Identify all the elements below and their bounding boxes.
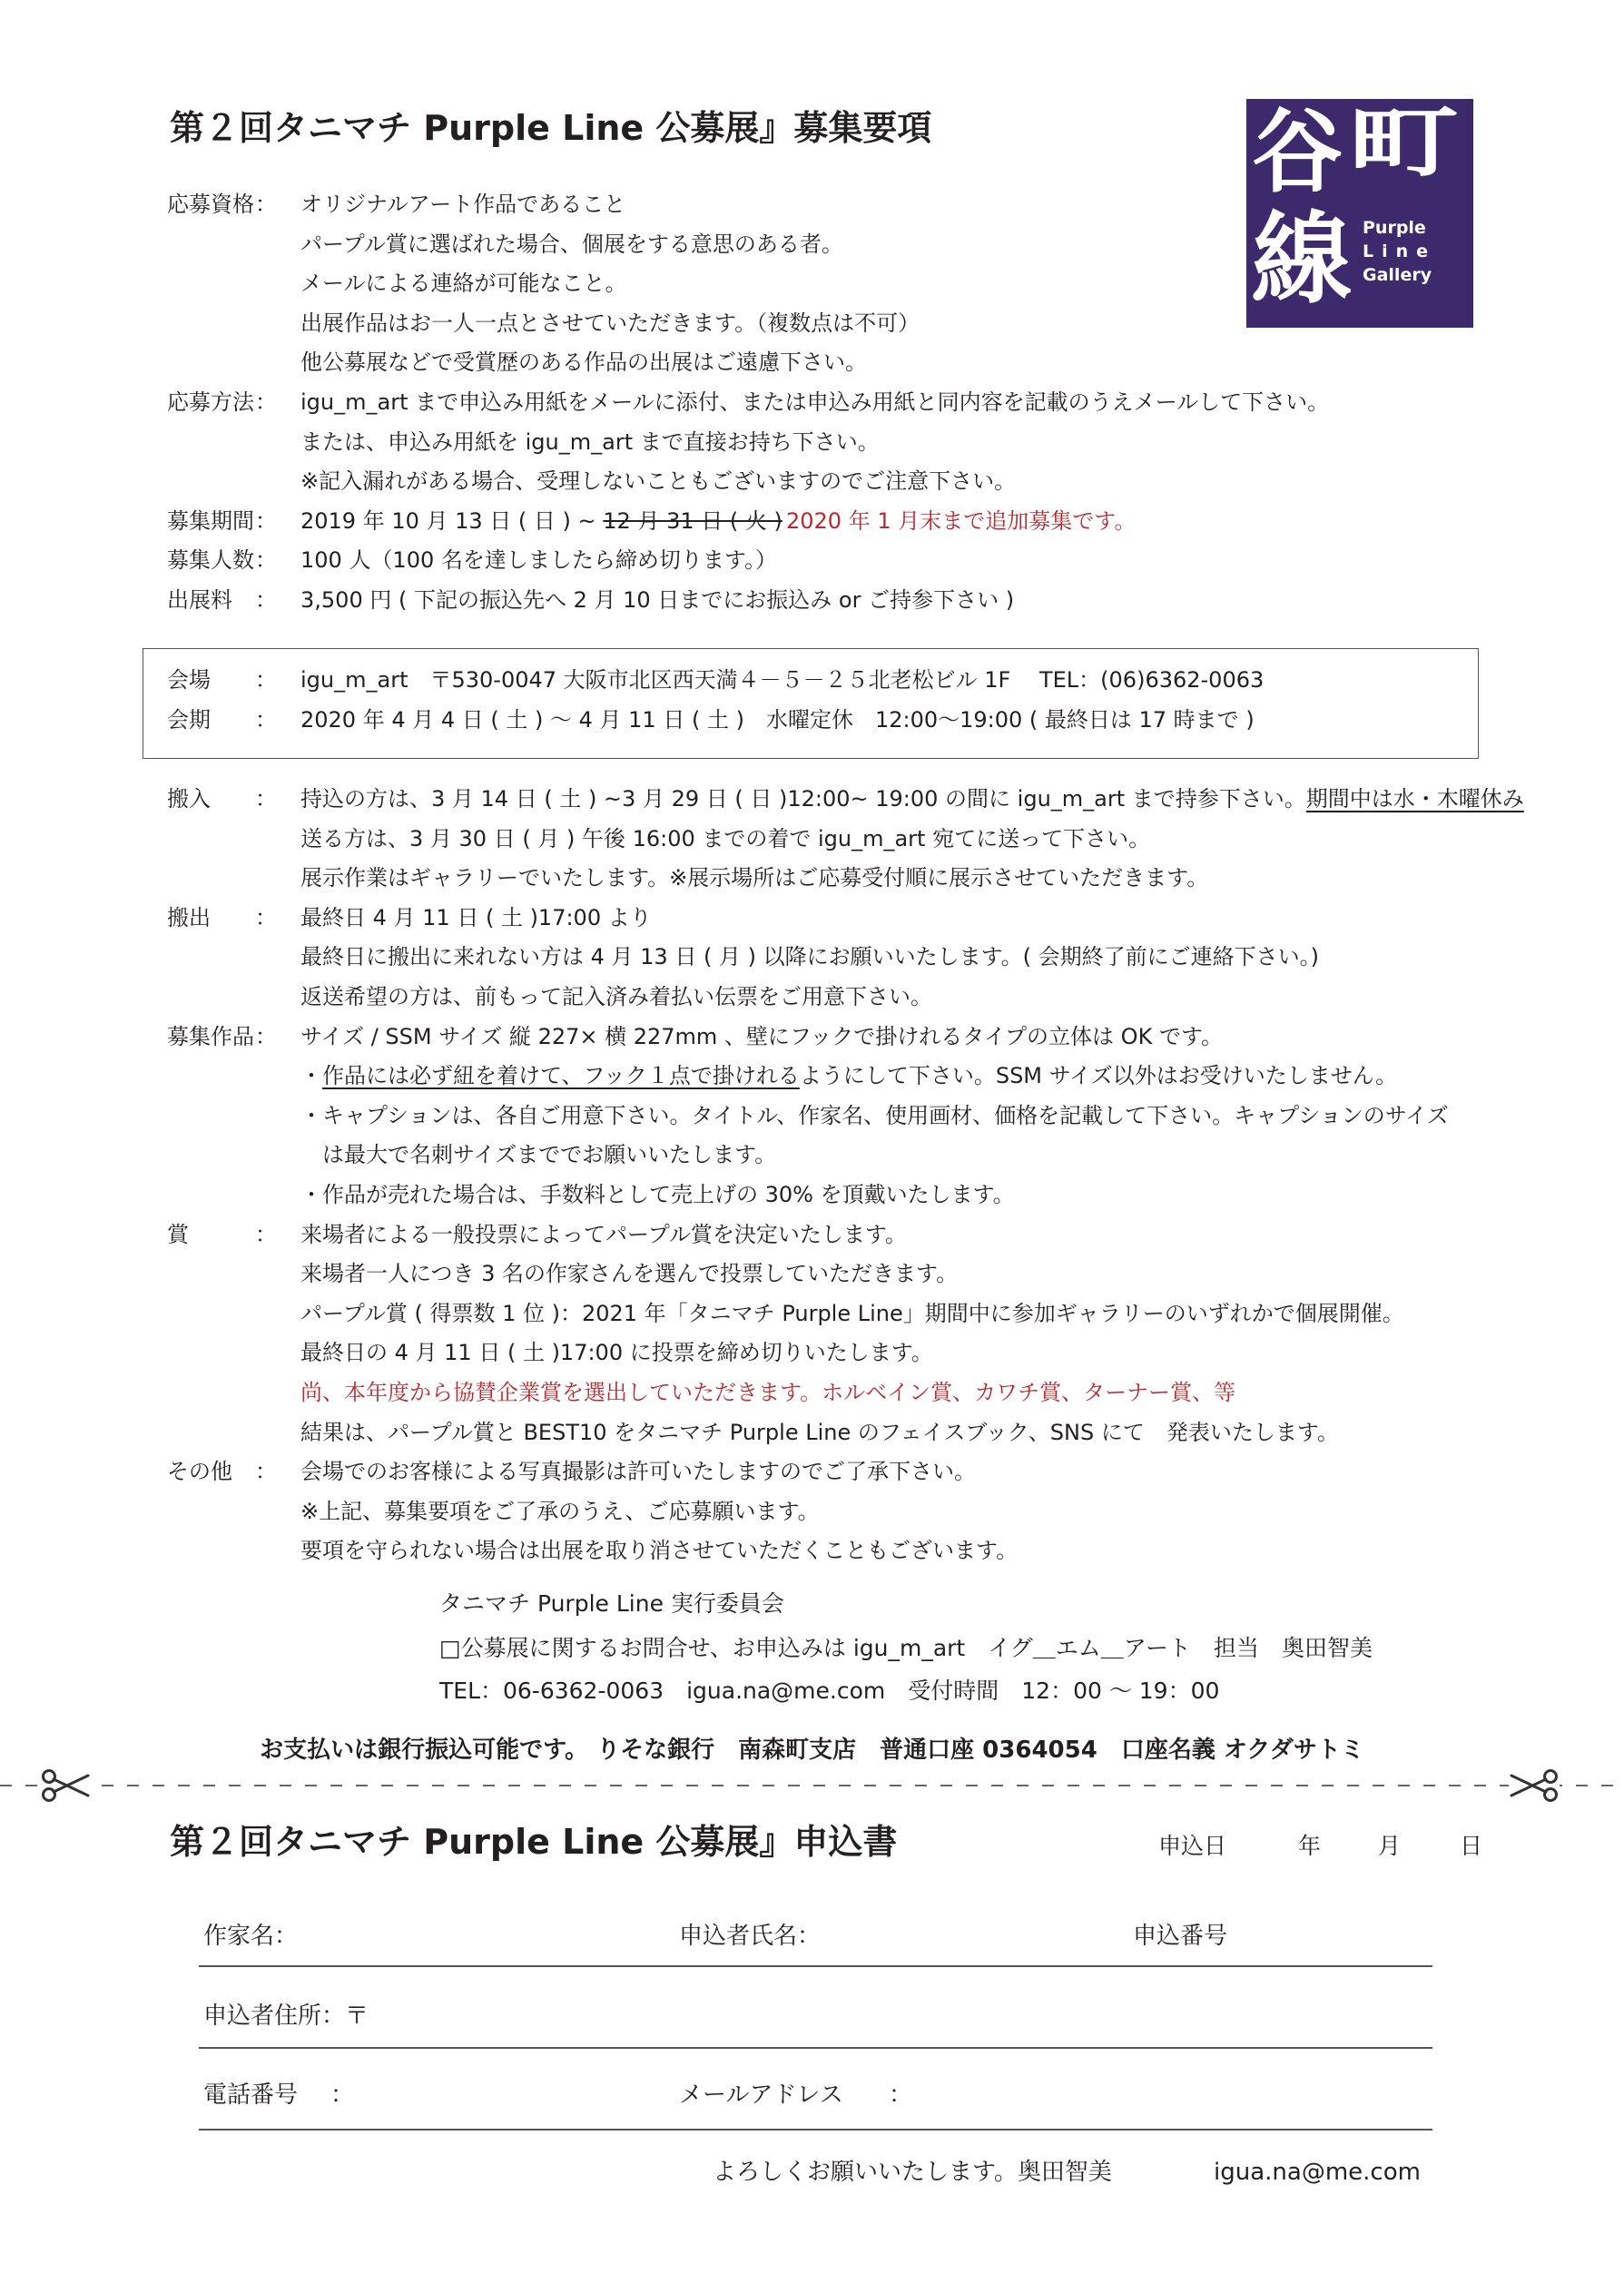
works-line: は最大で名刺サイズまででお願いいたします。 <box>322 1142 777 1168</box>
application-number-label: 申込番号 <box>1133 1923 1228 1950</box>
label-colon: ： <box>255 706 277 733</box>
method-line: ※記入漏れがある場合、受理しないこともございますのでご注意下さい。 <box>300 468 1017 495</box>
label-award: 賞 <box>167 1221 189 1247</box>
fee-text: 3,500 円 ( 下記の振込先へ 2 月 10 日までにお振込み or ご持参下さい ) <box>300 586 1015 613</box>
delivery-line: 展示作業はギャラリーでいたします。※展示場所はご応募受付順に展示させていただきます。 <box>300 865 1209 891</box>
row-works-cont <box>0 1136 1624 1176</box>
logo-word-line: Line <box>1363 241 1437 261</box>
row-award <box>0 1215 1624 1255</box>
row-other <box>0 1452 1624 1492</box>
label-other: その他 <box>167 1459 232 1485</box>
row-pickup-cont <box>0 938 1624 978</box>
eligibility-line: 他公募展などで受賞歴のある作品の出展はご遠慮下さい。 <box>300 349 867 376</box>
works-line <box>300 1057 1397 1097</box>
period-extension-note: 2020 年 1 月末まで追加募集です。 <box>786 507 1137 534</box>
eligibility-line: メールによる連絡が可能なこと。 <box>300 271 627 297</box>
label-capacity: 募集人数 <box>167 547 254 574</box>
label-colon: ： <box>255 389 277 415</box>
award-line: 最終日の 4 月 11 日 ( 土 )17:00 に投票を締め切りいたします。 <box>300 1340 933 1366</box>
row-method-cont <box>0 423 1624 463</box>
tel-line: TEL：06-6362-0063 igua.na@me.com 受付時間 12：00 ～ 19：00 <box>439 1678 1220 1704</box>
page-title: 第２回タニマチ Purple Line 公募展』募集要項 <box>170 108 932 148</box>
row-period <box>0 502 1624 542</box>
other-line: ※上記、募集要項をご了承のうえ、ご応募願います。 <box>300 1498 820 1524</box>
row-other-cont <box>0 1492 1624 1532</box>
delivery-line <box>300 780 1524 820</box>
logo-char-machi: 町 <box>1348 99 1459 187</box>
label-colon: ： <box>255 667 277 693</box>
eligibility-line: オリジナルアート作品であること <box>300 192 626 217</box>
form-rule <box>199 1965 1432 1967</box>
works-line: サイズ / SSM サイズ 縦 227× 横 227mm 、壁にフックで掛けれるタイプの立体は OK です。 <box>300 1023 1224 1049</box>
label-colon: ： <box>255 507 277 534</box>
award-line: 来場者一人につき 3 名の作家さんを選んで投票していただきます。 <box>300 1261 959 1287</box>
label-method: 応募方法 <box>167 389 254 415</box>
label-venue: 会場 <box>167 667 211 693</box>
works-line: ・作品が売れた場合は、手数料として売上げの 30% を頂戴いたします。 <box>300 1181 1015 1207</box>
row-eligibility-cont <box>0 304 1624 344</box>
row-award-cont <box>0 1413 1624 1453</box>
row-pickup-cont <box>0 978 1624 1018</box>
row-venue <box>0 661 1624 701</box>
committee-name: タニマチ Purple Line 実行委員会 <box>439 1590 784 1617</box>
artist-name-label: 作家名： <box>203 1923 299 1950</box>
payment-info: お支払いは銀行振込可能です。 りそな銀行 南森町支店 普通口座 0364054 口座名義 オクダサトミ <box>260 1737 1364 1764</box>
logo-word-gallery: Gallery <box>1363 265 1432 285</box>
other-line: 要項を守られない場合は出展を取り消させていただくこともございます。 <box>300 1538 1019 1564</box>
label-colon: ： <box>255 1221 277 1247</box>
closing-email: igua.na@me.com <box>1214 2159 1421 2186</box>
form-rule <box>199 2047 1432 2049</box>
form-title: 第２回タニマチ Purple Line 公募展』申込書 <box>170 1822 898 1862</box>
award-result-line: 結果は、パープル賞と BEST10 をタニマチ Purple Line のフェイスブック、SNS にて 発表いたします。 <box>300 1419 1339 1445</box>
date-day-label: 日 <box>1460 1833 1483 1859</box>
date-month-label: 月 <box>1378 1833 1402 1859</box>
logo-char-sen: 線 <box>1252 201 1352 318</box>
pickup-line: 最終日 4 月 11 日 ( 土 )17:00 より <box>300 904 652 930</box>
row-method-cont <box>0 462 1624 502</box>
label-delivery: 搬入 <box>167 786 211 812</box>
label-fee: 出展料 <box>167 586 232 613</box>
scissors-icon <box>1509 1767 1560 1804</box>
row-delivery <box>0 780 1624 820</box>
row-award-cont <box>0 1255 1624 1294</box>
row-works-cont <box>0 1176 1624 1215</box>
period-start: 2019 年 10 月 13 日 ( 日 ) ~ <box>300 507 604 534</box>
applicant-name-label: 申込者氏名： <box>679 1923 822 1950</box>
method-line: igu_m_art まで申込み用紙をメールに添付、または申込み用紙と同内容を記載のうえメールして下さい。 <box>300 389 1330 415</box>
label-eligibility: 応募資格 <box>167 192 254 217</box>
logo-char-tani: 谷 <box>1252 99 1343 205</box>
delivery-line: 送る方は、3 月 30 日 ( 月 ) 午後 16:00 までの着で igu_m_art 宛てに送って下さい。 <box>300 825 1151 851</box>
row-award-cont <box>0 1373 1624 1413</box>
row-eligibility <box>0 185 1624 225</box>
row-delivery-cont <box>0 859 1624 899</box>
other-line: 会場でのお客様による写真撮影は許可いたしますのでご了承下さい。 <box>300 1459 976 1485</box>
eligibility-line: 出展作品はお一人一点とさせていただきます。（複数点は不可） <box>300 310 920 336</box>
details-block <box>0 780 1624 1571</box>
period-end-struck: 12 月 31 日 ( 火 ) <box>603 507 782 534</box>
row-works-cont <box>0 1057 1624 1097</box>
pickup-line: 最終日に搬出に来れない方は 4 月 13 日 ( 月 ) 以降にお願いいたします。( 会期終了前にご連絡下さい。) <box>300 944 1319 970</box>
dates-text: 2020 年 4 月 4 日 ( 土 ) ～ 4 月 11 日 ( 土 ) 水曜定休 12:00～19:00 ( 最終日は 17 時まで ) <box>300 706 1255 733</box>
row-delivery-cont <box>0 820 1624 860</box>
scissors-icon <box>40 1767 91 1804</box>
form-rule <box>199 2129 1432 2130</box>
bullet: ・ <box>300 1063 322 1089</box>
label-works: 募集作品 <box>167 1023 254 1049</box>
label-pickup: 搬出 <box>167 904 211 930</box>
phone-label: 電話番号 <box>203 2081 299 2109</box>
label-period: 募集期間 <box>167 507 254 534</box>
phone-colon: ： <box>330 2081 355 2109</box>
email-label: メールアドレス <box>679 2081 843 2109</box>
label-colon: ： <box>255 904 277 930</box>
label-colon: ： <box>255 1023 277 1049</box>
inquiry-line: □公募展に関するお問合せ、お申込みは igu_m_art イグ＿エム＿アート 担当 奥田智美 <box>439 1635 1373 1661</box>
delivery-line-text: 持込の方は、3 月 14 日 ( 土 ) ~3 月 29 日 ( 日 )12:00~ 19:00 の間に igu_m_art まで持参下さい。 <box>300 786 1306 812</box>
label-colon: ： <box>255 547 277 574</box>
eligibility-line: パープル賞に選ばれた場合、個展をする意思のある者。 <box>300 231 843 257</box>
works-line: ・キャプションは、各自ご用意下さい。タイトル、作家名、使用画材、価格を記載して下さい。キャプションのサイズ <box>300 1102 1449 1128</box>
logo-word-purple: Purple <box>1363 218 1426 238</box>
row-dates <box>0 701 1624 741</box>
venue-text: igu_m_art 〒530-0047 大阪市北区西天満４－５－２５北老松ビル 1F TEL：(06)6362-0063 <box>300 667 1265 693</box>
row-award-cont <box>0 1294 1624 1334</box>
capacity-text: 100 人（100 名を達しましたら締め切ります。） <box>300 547 777 574</box>
row-eligibility-cont <box>0 264 1624 304</box>
award-line: パープル賞 ( 得票数 1 位 )：2021 年「タニマチ Purple Line」期間中に参加ギャラリーのいずれかで個展開催。 <box>300 1300 1404 1326</box>
row-method <box>0 383 1624 423</box>
label-dates: 会期 <box>167 706 211 733</box>
label-colon: ： <box>255 192 277 217</box>
pickup-line: 返送希望の方は、前もって記入済み着払い伝票をご用意下さい。 <box>300 983 932 1009</box>
delivery-closed-days: 期間中は水・木曜休み <box>1305 786 1524 812</box>
label-colon: ： <box>255 1459 277 1485</box>
row-fee <box>0 581 1624 621</box>
venue-block <box>0 661 1624 740</box>
requirements-block <box>0 185 1624 621</box>
cut-line <box>0 1785 1624 1786</box>
row-eligibility-cont <box>0 343 1624 383</box>
label-colon: ： <box>255 586 277 613</box>
award-line: 来場者による一般投票によってパープル賞を決定いたします。 <box>300 1221 907 1247</box>
date-year-label: 年 <box>1298 1833 1322 1859</box>
row-capacity <box>0 541 1624 581</box>
row-eligibility-cont <box>0 225 1624 265</box>
row-award-cont <box>0 1333 1624 1373</box>
method-line: または、申込み用紙を igu_m_art まで直接お持ち下さい。 <box>300 428 880 455</box>
row-works-cont <box>0 1097 1624 1137</box>
application-date-label: 申込日 <box>1158 1833 1227 1859</box>
address-label: 申込者住所：〒 <box>203 2003 369 2030</box>
email-colon: ： <box>889 2081 913 2109</box>
row-pickup <box>0 899 1624 939</box>
row-works <box>0 1018 1624 1058</box>
works-hanging-rule: 作品には必ず紐を着けて、フック１点で掛けれる <box>322 1063 800 1089</box>
sponsor-award-note: 尚、本年度から協賛企業賞を選出していただきます。ホルベイン賞、カワチ賞、ターナー賞、等 <box>300 1379 1236 1405</box>
label-colon: ： <box>255 786 277 812</box>
period-text <box>300 502 782 542</box>
closing-text: よろしくお願いいたします。奥田智美 <box>713 2159 1112 2186</box>
row-other-cont <box>0 1531 1624 1571</box>
works-line-rest: ようにして下さい。SSM サイズ以外はお受けいたしません。 <box>799 1063 1398 1089</box>
